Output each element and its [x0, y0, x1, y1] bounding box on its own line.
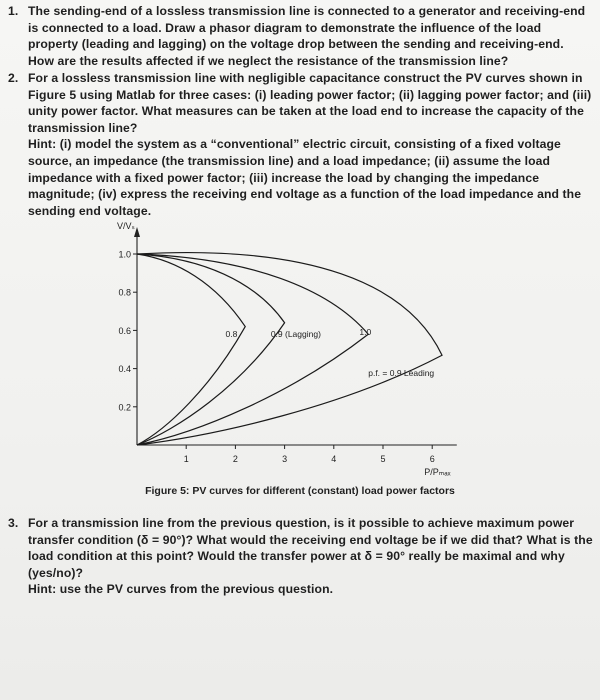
- curve-label-0.8: 0.8: [225, 329, 238, 340]
- y-tick-label: 0.2: [118, 402, 131, 413]
- question-1-number: 1.: [8, 4, 19, 18]
- question-2-body: [28, 70, 592, 219]
- x-tick-label: 3: [282, 454, 288, 464]
- question-1: [8, 3, 592, 69]
- y-tick-label: 1.0: [118, 249, 131, 260]
- question-3-text: For a transmission line from the previous question, is it possible to achieve maximum power transfer condition (δ = 90°)? What would the receiving end voltage be if we did that? What is the load condition at this point? Would the transfer power at δ = 90° really be maximal and why (yes/no)?: [28, 516, 593, 580]
- x-tick-label: 1: [183, 454, 189, 464]
- y-tick-label: 0.8: [118, 287, 131, 298]
- pv-curve-series-3: [137, 254, 368, 445]
- pv-curve-chart: [0, 215, 600, 485]
- question-2: [8, 70, 592, 219]
- x-tick-label: 5: [380, 454, 386, 464]
- x-tick-label: 6: [429, 454, 435, 464]
- curve-label-0.9-leading: p.f. = 0.9 Leading: [368, 368, 435, 379]
- x-axis-label: P/Pₘₐₓ: [424, 467, 451, 477]
- y-tick-label: 0.6: [118, 325, 131, 336]
- x-tick-label: 4: [331, 454, 337, 464]
- curve-label-1.0: 1.0: [359, 327, 372, 338]
- y-axis-arrow: [134, 227, 140, 237]
- question-1-text: The sending-end of a lossless transmission line is connected to a generator and receiving-end is connected to a load. Draw a phasor diagram to demonstrate the influence of the load property (leading and lagging) on the voltage drop between the sending and receiving-end. How are the results affected if we neglect the resistance of the transmission line?: [28, 4, 586, 68]
- curve-label-0.9-lagging: 0.9 (Lagging): [270, 329, 321, 340]
- question-3-hint: Hint: use the PV curves from the previous question.: [28, 582, 334, 597]
- question-3-number: 3.: [8, 516, 19, 530]
- y-axis-label: V/Vₛ: [117, 221, 135, 231]
- question-3: [8, 515, 600, 598]
- x-tick-label: 2: [232, 454, 238, 464]
- question-3-body: [28, 515, 600, 598]
- pv-curve-series-2: [137, 254, 285, 445]
- y-tick-label: 0.4: [118, 364, 131, 375]
- question-2-number: 2.: [8, 71, 19, 85]
- question-2-hint: Hint: (i) model the system as a “conventional” electric circuit, consisting of a fixed voltage source, an impedance (the transmission line) and a load impedance; (ii) assume the load impedance with a fixed power factor; (iii) increase the load by changing the impedance magnitude; (iv) express the receiving end voltage as a function of the load impedance and the sending end voltage.: [28, 137, 582, 218]
- question-2-text: For a lossless transmission line with negligible capacitance construct the PV curves shown in Figure 5 using Matlab for three cases: (i) leading power factor; (ii) lagging power factor; and (iii) unity power factor. What measures can be taken at the load end to increase the capacity of the transmission line?: [28, 71, 592, 135]
- pv-curve-series-1: [137, 254, 245, 445]
- figure-caption: Figure 5: PV curves for different (constant) load power factors: [145, 485, 455, 497]
